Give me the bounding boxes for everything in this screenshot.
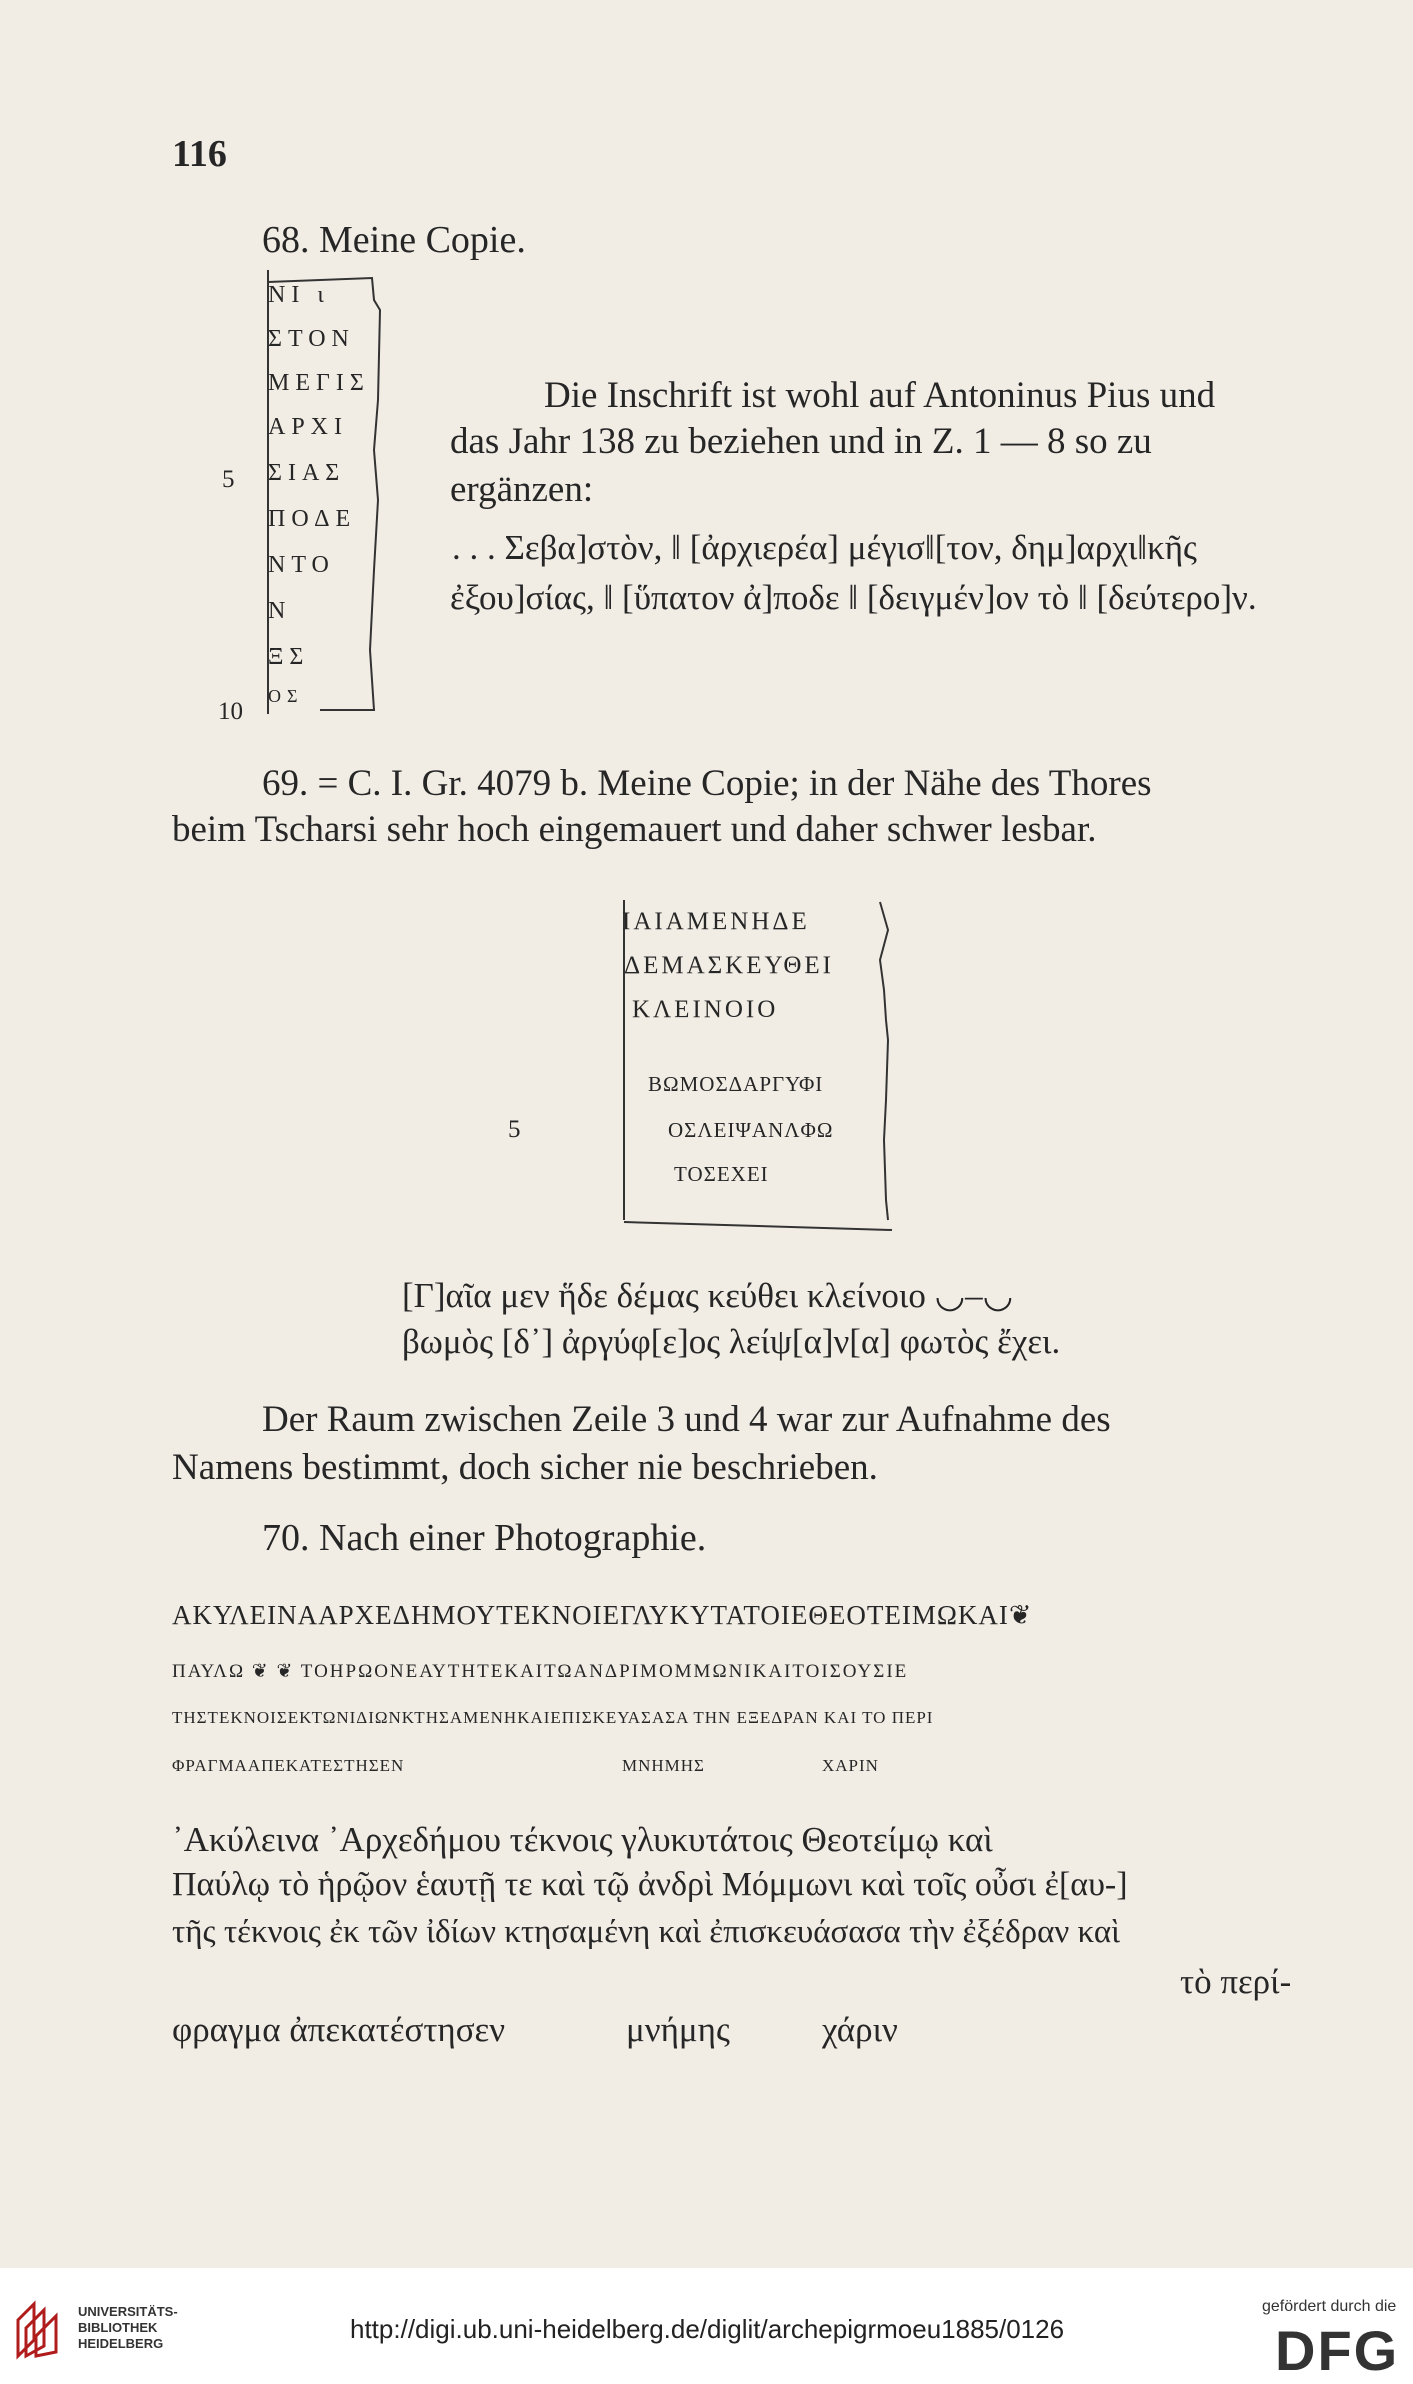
greek-line: [Γ]αῖα μεν ἥδε δέμας κεύθει κλείνοιο ◡–◡ (402, 1276, 1014, 1315)
inscription-70-line: ΠΑΥΛΩ ❦ ❦ ΤΟΗΡΩΟΝΕΑΥΤΗΤΕΚΑΙΤΩΑΝΔΡΙΜΟΜΜΩΝΙΚΑΙΤΟΙΣΟΥΣΙΕ (172, 1661, 909, 1682)
inscription-69-copy (618, 900, 900, 1240)
text-line: Der Raum zwischen Zeile 3 und 4 war zur Aufnahme des (262, 1399, 1111, 1440)
inscription-68-line: ΞΣ (268, 644, 310, 670)
text-line: Namens bestimmt, doch sicher nie beschrieben. (172, 1447, 878, 1488)
inscription-68-line: ΣΙΑΣ (268, 460, 346, 486)
greek-line: τὸ περί- (1180, 1962, 1292, 2001)
text-line: beim Tscharsi sehr hoch eingemauert und daher schwer lesbar. (172, 809, 1097, 850)
inscription-69-line: ΙΑΙΑΜΕΝΗΔΕ (622, 908, 810, 935)
section-70-heading: 70. Nach einer Photographie. (262, 1517, 707, 1559)
inscription-68-line: ΠΟΔΕ (268, 506, 357, 532)
inscription-70-line: ΧΑΡΙΝ (822, 1756, 879, 1775)
inscription-68-line: ΑΡΧΙ (268, 414, 349, 440)
inscription-68-copy (262, 270, 384, 714)
text-line: 69. = C. I. Gr. 4079 b. Meine Copie; in der Nähe des Thores (262, 763, 1152, 804)
greek-line: φραγμα ἀπεκατέστησεν (172, 2010, 506, 2049)
greek-line: τῆς τέκνοις ἐκ τῶν ἰδίων κτησαμένη καὶ ἐπισκευάσασα τὴν ἐξέδραν καὶ (172, 1914, 1121, 1950)
greek-line: ᾿Ακύλεινα ᾿Αρχεδήμου τέκνοις γλυκυτάτοις Θεοτείμῳ καὶ (172, 1820, 993, 1859)
inscription-68-line: ΣΤΟΝ (268, 326, 355, 352)
inscription-68-line: Ν (268, 598, 292, 624)
inscription-70-line: ΑΚΥΛΕΙΝΑΑΡΧΕΔΗΜΟΥΤΕΚΝΟΙΕΓΛΥΚΥΤΑΤΟΙΕΘΕΟΤΕΙΜΩΚΑΙ❦ (172, 1600, 1033, 1630)
line-number: 5 (222, 466, 235, 493)
inscription-70-line: ΦΡΑΓΜΑΑΠΕΚΑΤΕΣΤΗΣΕΝ (172, 1756, 405, 1775)
section-68-heading: 68. Meine Copie. (262, 219, 526, 261)
greek-line: μνήμης (626, 2010, 730, 2049)
institution-line: BIBLIOTHEK (78, 2320, 158, 2335)
institution-line: HEIDELBERG (78, 2336, 164, 2351)
line-number: 5 (508, 1116, 521, 1143)
greek-line: χάριν (822, 2010, 898, 2049)
source-url-link[interactable]: http://digi.ub.uni-heidelberg.de/diglit/archepigrmoeu1885/0126 (350, 2314, 1065, 2344)
text-line: ergänzen: (450, 469, 594, 510)
inscription-68-line: ΜΕΓΙΣ (268, 370, 370, 396)
inscription-68-line: ΝΤΟ (268, 552, 335, 578)
text-line: Die Inschrift ist wohl auf Antoninus Pius und (544, 375, 1216, 416)
inscription-70-line: ΜΝΗΜΗΣ (622, 1756, 705, 1775)
dfg-logo: DFG (1275, 2319, 1400, 2382)
greek-line: . . . Σεβα]στὸν, ‖ [ἀρχιερέα] μέγισ‖[τον, δημ]αρχι‖κῆς (452, 528, 1197, 567)
inscription-68-line: ΝΙ ι (268, 282, 330, 308)
greek-line: ἐξου]σίας, ‖ [ὕπατον ἀ]ποδε ‖ [δειγμέν]ον τὸ ‖ [δεύτερο]ν. (450, 578, 1257, 617)
text-line: das Jahr 138 zu beziehen und in Z. 1 — 8 so zu (450, 421, 1152, 462)
inscription-69-line: ΚΛΕΙΝΟΙΟ (632, 996, 779, 1023)
greek-line: Παύλῳ τὸ ἡρῷον ἑαυτῇ τε καὶ τῷ ἀνδρὶ Μόμμωνι καὶ τοῖς οὖσι ἐ[αυ-] (172, 1866, 1128, 1903)
inscription-70-line: ΤΗΣΤΕΚΝΟΙΣΕΚΤΩΝΙΔΙΩΝΚΤΗΣΑΜΕΝΗΚΑΙΕΠΙΣΚΕΥΑΣΑΣΑ ΤΗΝ ΕΞΕΔΡΑΝ ΚΑΙ ΤΟ ΠΕΡΙ (172, 1708, 934, 1727)
institution-name (78, 2304, 178, 2352)
inscription-69-line: ΔΕΜΑΣΚΕΥΘΕΙ (624, 952, 834, 979)
greek-line: βωμὸς [δ᾿] ἀργύφ[ε]ος λείψ[α]ν[α] φωτὸς ἔχει. (402, 1322, 1061, 1361)
inscription-69-line: ΤΟΣΕΧΕΙ (674, 1162, 769, 1186)
inscription-69-line: ΟΣΛΕΙΨΑΝΛΦΩ (668, 1118, 834, 1142)
university-library-logo-icon (14, 2300, 68, 2360)
inscription-68-line: ΟΣ (268, 686, 304, 706)
inscription-69-line: ΒΩΜΟΣΔΑΡΓΥΦΙ (648, 1072, 824, 1096)
inscription-69-outline (618, 900, 900, 1240)
footer-bar (0, 2268, 1413, 2384)
line-number: 10 (218, 698, 243, 725)
page-number: 116 (172, 133, 227, 175)
institution-line: UNIVERSITÄTS- (78, 2304, 178, 2319)
funded-by-label: gefördert durch die (1262, 2298, 1397, 2315)
